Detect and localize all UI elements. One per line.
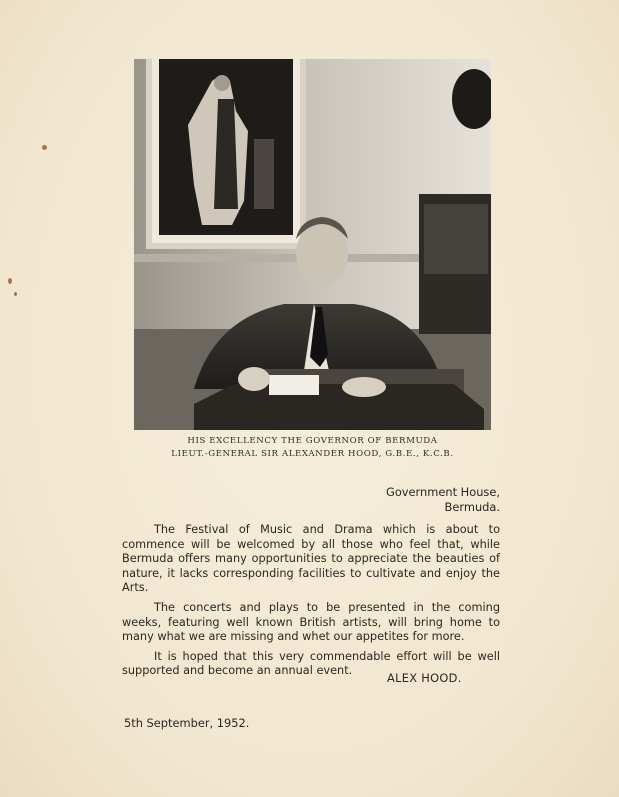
letter-paragraph: It is hoped that this very commendable effort will be well supported and become an annual event. (122, 649, 500, 678)
photo-caption-title: HIS EXCELLENCY THE GOVERNOR OF BERMUDA (187, 436, 438, 446)
address-line-1: Government House, (386, 485, 500, 499)
paper-stain (42, 145, 47, 150)
signature: ALEX HOOD. (387, 671, 462, 685)
letter-paragraph: The Festival of Music and Drama which is about to commence will be welcomed by all those who feel that, while Bermuda offers many opportunities to appreciate the beauties of nature, it lacks corresponding facilities to cultivate and enjoy the Arts. (122, 523, 500, 595)
photo-caption-name: LIEUT.-GENERAL SIR ALEXANDER HOOD, G.B.E., K.C.B. (171, 449, 454, 459)
paper-stain (14, 292, 17, 296)
governor-photograph (134, 59, 491, 430)
letter-body (122, 523, 500, 684)
address-line-2: Bermuda. (444, 500, 500, 514)
letter-date: 5th September, 1952. (124, 716, 250, 730)
paper-stain (8, 278, 12, 284)
letter-paragraph: The concerts and plays to be presented in the coming weeks, featuring well known British artists, will bring home to many what we are missing and whet our appetites for more. (122, 600, 500, 644)
